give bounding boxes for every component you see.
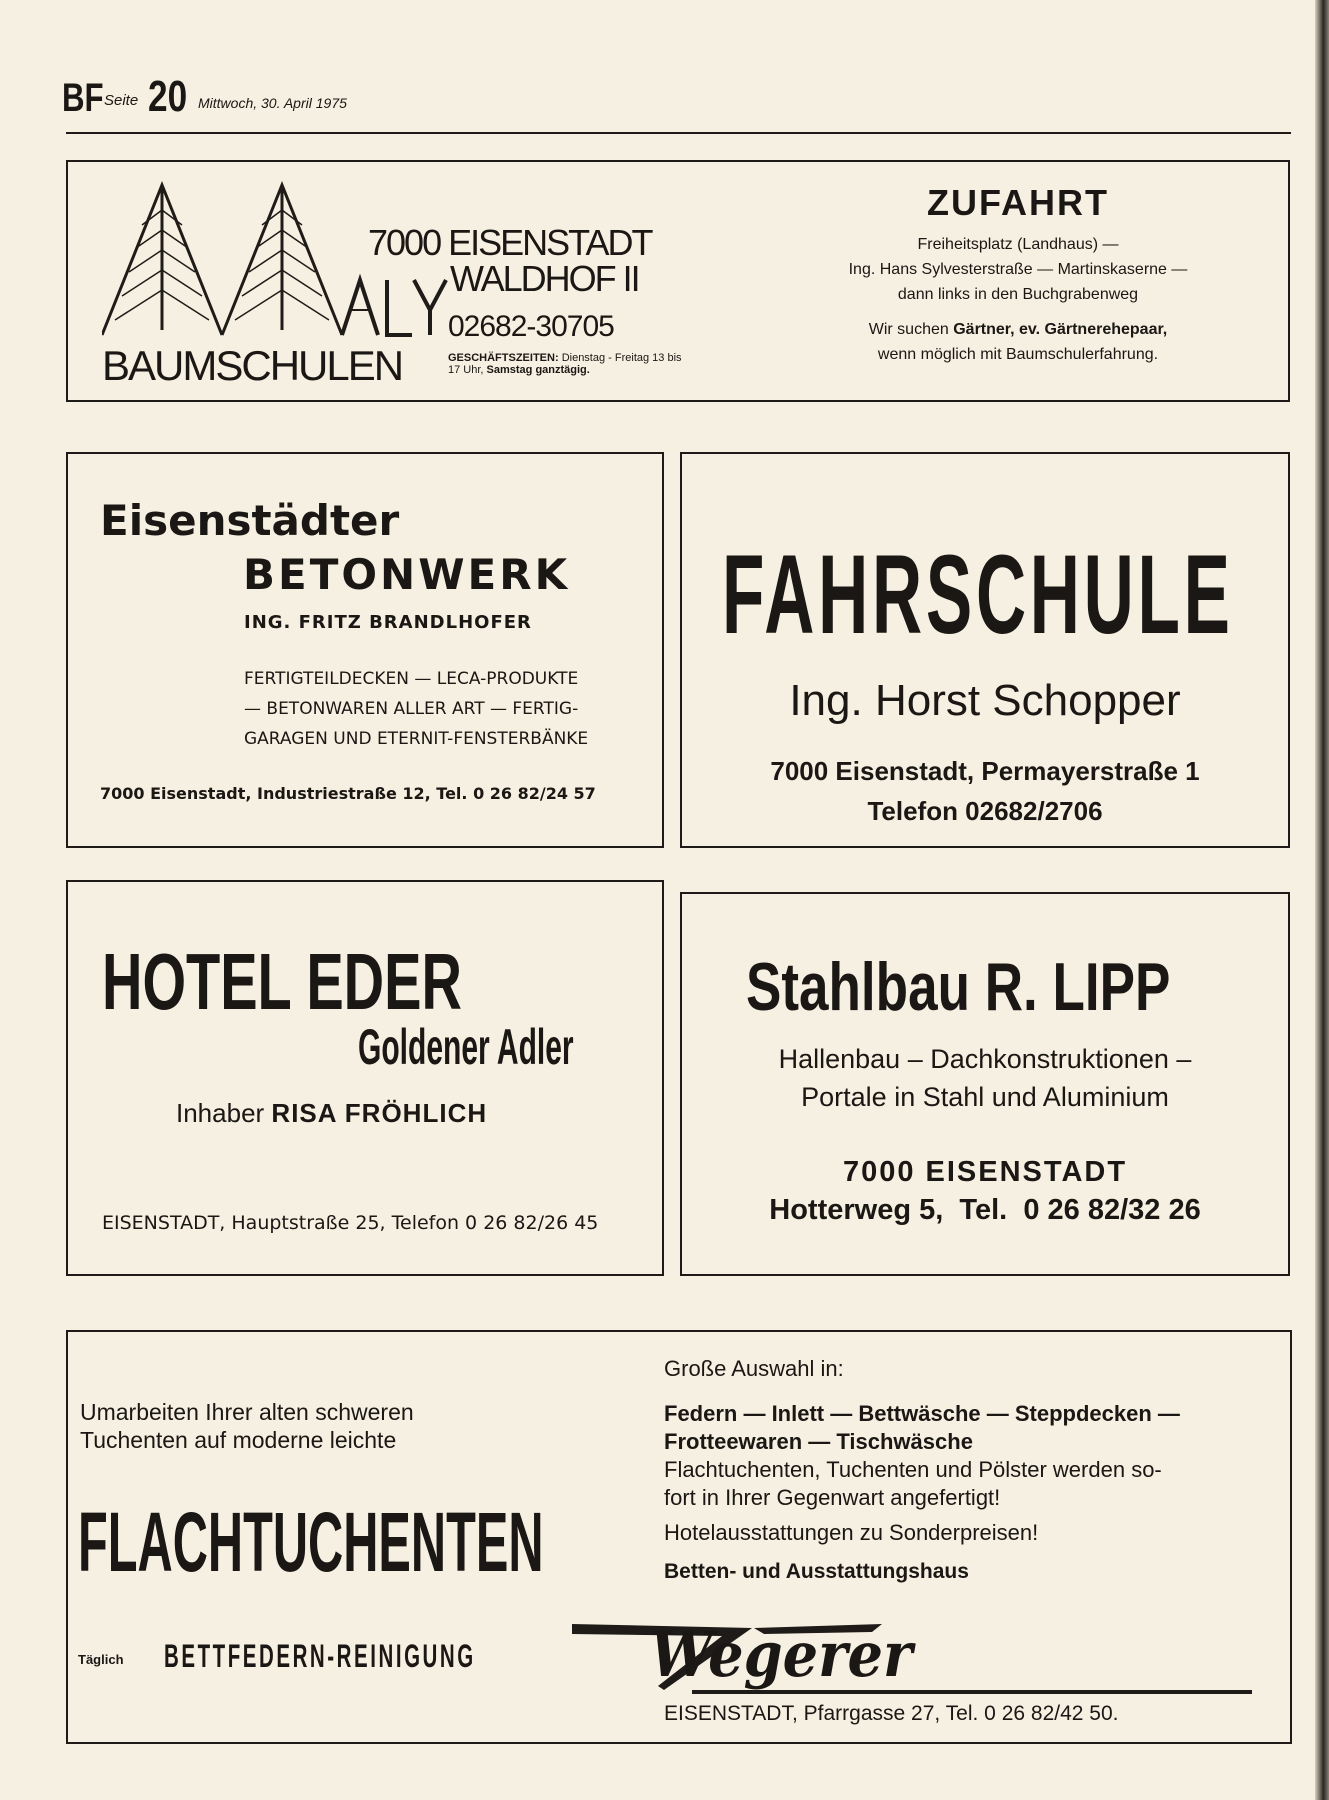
maly-access-line2: Ing. Hans Sylvesterstraße — Martinskaserne — [848, 261, 1188, 278]
maly-city: 7000 EISENSTADT [368, 222, 652, 263]
wegerer-made1: Flachtuchenten, Tuchenten und Pölster werden so- [664, 1457, 1162, 1482]
maly-job-bold: Gärtner, ev. Gärtnerehepaar, [953, 321, 1168, 338]
wegerer-headline: FLACHTUCHENTEN [78, 1495, 544, 1589]
maly-phone: 02682-30705 [448, 310, 614, 343]
maly-access-title: ZUFAHRT [927, 182, 1109, 223]
ad-betonwerk [66, 452, 664, 848]
maly-street: WALDHOF II [450, 258, 639, 299]
betonwerk-owner: ING. FRITZ BRANDLHOFER [244, 612, 532, 633]
ad-maly [66, 160, 1290, 402]
betonwerk-address: 7000 Eisenstadt, Industriestraße 12, Tel. 0 26 82/24 57 [100, 784, 596, 803]
stahlbau-city: 7000 EISENSTADT [842, 1156, 1128, 1188]
maly-access-line3: dann links in den Buchgrabenweg [897, 286, 1139, 303]
wegerer-items1: Federn — Inlett — Bettwäsche — Steppdecken — [664, 1401, 1180, 1426]
maly-job [768, 317, 1268, 342]
wegerer-intro [80, 1398, 414, 1454]
maly-hours-text: Dienstag - Freitag 13 bis [561, 352, 682, 364]
wegerer-house: Betten- und Ausstattungshaus [664, 1560, 969, 1583]
betonwerk-title1: Eisenstädter [100, 496, 400, 545]
maly-hours-label: GESCHÄFTSZEITEN: [448, 352, 559, 364]
ad-stahlbau [680, 892, 1290, 1276]
header-seite-label: Seite [104, 92, 139, 109]
betonwerk-title2: BETONWERK [243, 550, 571, 599]
fahrschule-name: Ing. Horst Schopper [789, 676, 1181, 725]
ad-wegerer [66, 1330, 1292, 1744]
maly-job-line2: wenn möglich mit Baumschulerfahrung. [877, 346, 1159, 363]
header-date: Mittwoch, 30. April 1975 [198, 95, 347, 111]
wegerer-hotel: Hotelausstattungen zu Sonderpreisen! [664, 1520, 1039, 1545]
header-page-number: 20 [148, 72, 188, 121]
page-edge [1315, 0, 1329, 1800]
header-logo: BF [62, 76, 104, 120]
maly-hours-text3: Samstag ganztägig. [486, 364, 590, 376]
stahlbau-line1: Hallenbau – Dachkonstruktionen – [778, 1044, 1192, 1074]
wegerer-items [664, 1400, 1180, 1456]
hotel-title: HOTEL EDER [102, 937, 462, 1026]
header-rule [66, 132, 1291, 134]
betonwerk-line2: — BETONWAREN ALLER ART — FERTIG- [244, 699, 579, 719]
maly-brand: BAUMSCHULEN [102, 342, 403, 389]
wegerer-items2: Frotteewaren — Tischwäsche [664, 1429, 973, 1454]
wegerer-made [664, 1456, 1162, 1512]
stahlbau-address: Hotterweg 5, Tel. 0 26 82/32 26 [769, 1194, 1201, 1226]
wegerer-daily: Täglich [78, 1652, 124, 1667]
wegerer-logo: Wegerer [650, 1618, 913, 1691]
hotel-owner-line [176, 1098, 487, 1129]
hotel-address: EISENSTADT, Hauptstraße 25, Telefon 0 26 82/26 45 [102, 1212, 599, 1234]
betonwerk-line3: GARAGEN UND ETERNIT-FENSTERBÄNKE [244, 729, 589, 749]
hotel-subtitle: Goldener Adler [358, 1019, 574, 1075]
wegerer-address: EISENSTADT, Pfarrgasse 27, Tel. 0 26 82/42 50. [664, 1702, 1119, 1725]
maly-access [768, 182, 1268, 367]
betonwerk-line1: FERTIGTEILDECKEN — LECA-PRODUKTE [244, 669, 579, 689]
wegerer-intro1: Umarbeiten Ihrer alten schweren [80, 1399, 414, 1425]
maly-job-pre: Wir suchen [868, 321, 949, 338]
fahrschule-title: FAHRSCHULE [722, 532, 1234, 657]
maly-access-line1: Freiheitsplatz (Landhaus) — [917, 236, 1119, 253]
maly-hours-text2: 17 Uhr, [448, 364, 484, 376]
hotel-owner-pre: Inhaber [176, 1098, 265, 1128]
hotel-owner: RISA FRÖHLICH [271, 1098, 488, 1128]
wegerer-selection: Große Auswahl in: [664, 1356, 844, 1381]
wegerer-cleaning: BETTFEDERN-REINIGUNG [164, 1638, 476, 1674]
wegerer-intro2: Tuchenten auf moderne leichte [80, 1427, 397, 1453]
betonwerk-products [244, 664, 588, 754]
stahlbau-title: Stahlbau R. LIPP [746, 949, 1171, 1025]
ad-hotel [66, 880, 664, 1276]
fahrschule-phone: Telefon 02682/2706 [867, 796, 1103, 826]
maly-hours [448, 352, 682, 376]
fahrschule-address: 7000 Eisenstadt, Permayerstraße 1 [770, 756, 1200, 786]
ad-fahrschule [680, 452, 1290, 848]
wegerer-made2: fort in Ihrer Gegenwart angefertigt! [664, 1485, 1001, 1510]
stahlbau-line2: Portale in Stahl und Aluminium [801, 1082, 1169, 1112]
